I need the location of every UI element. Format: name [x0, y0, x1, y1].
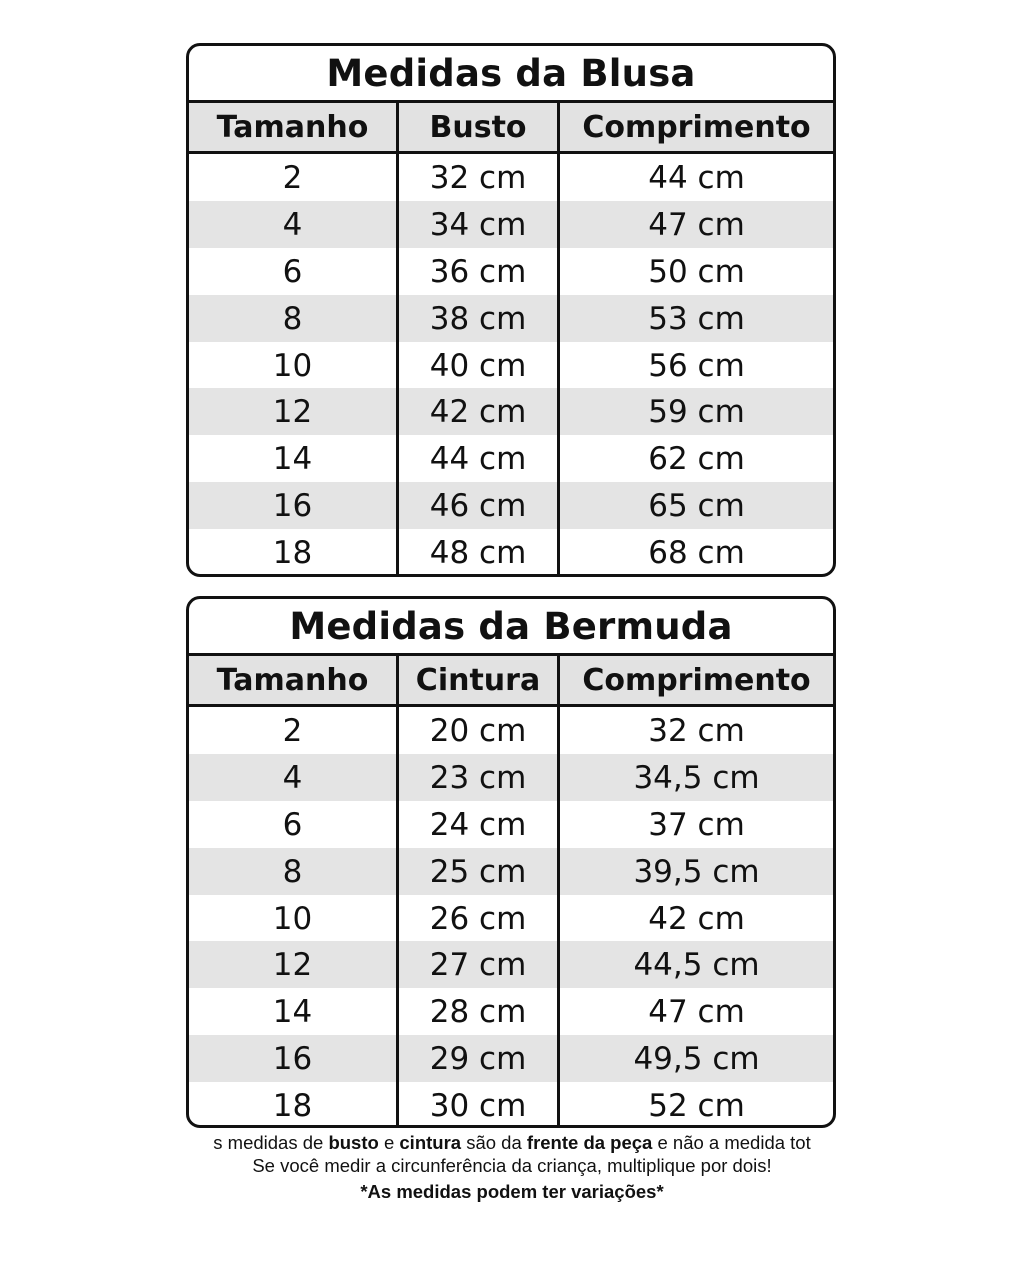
table-row [189, 342, 833, 389]
column-header: Tamanho [216, 110, 369, 145]
table-cell: 44,5 cm [557, 941, 833, 989]
table-cell: 32 cm [396, 154, 557, 202]
table-cell: 23 cm [396, 754, 557, 802]
note-emphasis: cintura [399, 1132, 462, 1153]
table-row [189, 388, 833, 435]
table-cell: 10 [272, 347, 313, 384]
table-cell: 39,5 cm [557, 848, 833, 896]
note-emphasis: busto [328, 1132, 379, 1153]
table-cell: 18 [272, 535, 313, 572]
bermuda-size-table [186, 596, 836, 1128]
table-row [189, 1035, 833, 1082]
table-cell: 10 [272, 900, 313, 937]
table-row [189, 707, 833, 754]
table-row [189, 1082, 833, 1128]
table-cell: 44 cm [557, 154, 833, 202]
note-text: são da [461, 1132, 527, 1153]
table-row [189, 248, 833, 295]
table-row [189, 988, 833, 1035]
table-cell: 6 [282, 806, 303, 843]
table-cell: 4 [282, 759, 303, 796]
table-cell: 62 cm [557, 435, 833, 483]
circumference-note: Se você medir a circunferência da criança, multiplique por dois! [252, 1155, 772, 1176]
table-cell: 18 [272, 1088, 313, 1125]
table-cell: 28 cm [396, 988, 557, 1036]
table-cell: 42 cm [396, 388, 557, 436]
blusa-header-row [189, 103, 833, 154]
table-cell: 12 [272, 947, 313, 984]
variation-disclaimer: *As medidas podem ter variações* [360, 1181, 664, 1202]
column-header: Comprimento [557, 103, 833, 153]
bermuda-header-row [189, 656, 833, 707]
table-cell: 8 [282, 853, 303, 890]
table-row [189, 754, 833, 801]
column-header: Tamanho [216, 663, 369, 698]
table-cell: 12 [272, 394, 313, 431]
table-row [189, 848, 833, 895]
table-row [189, 201, 833, 248]
table-cell: 6 [282, 253, 303, 290]
table-cell: 36 cm [396, 248, 557, 296]
note-emphasis: frente da peça [526, 1132, 653, 1153]
table-cell: 26 cm [396, 895, 557, 943]
table-cell: 14 [272, 994, 313, 1031]
table-cell: 34,5 cm [557, 754, 833, 802]
table-cell: 50 cm [557, 248, 833, 296]
table-cell: 47 cm [557, 988, 833, 1036]
column-header: Cintura [396, 656, 557, 706]
table-cell: 4 [282, 206, 303, 243]
table-cell: 42 cm [557, 895, 833, 943]
column-header: Comprimento [557, 656, 833, 706]
table-cell: 47 cm [557, 201, 833, 249]
table-cell: 16 [272, 488, 313, 525]
table-row [189, 295, 833, 342]
table-row [189, 529, 833, 576]
table-row [189, 435, 833, 482]
table-row [189, 895, 833, 942]
table-cell: 32 cm [557, 707, 833, 755]
blusa-table-body [189, 154, 833, 576]
table-cell: 48 cm [396, 529, 557, 577]
table-cell: 59 cm [557, 388, 833, 436]
table-cell: 65 cm [557, 482, 833, 530]
blusa-table-title: Medidas da Blusa [189, 46, 833, 103]
table-row [189, 801, 833, 848]
table-row [189, 482, 833, 529]
table-cell: 40 cm [396, 342, 557, 390]
note-text: e não a medida tot [652, 1132, 811, 1153]
table-cell: 2 [282, 160, 303, 196]
table-cell: 14 [272, 441, 313, 478]
table-row [189, 941, 833, 988]
bermuda-table-body [189, 707, 833, 1128]
table-cell: 8 [282, 300, 303, 337]
table-cell: 24 cm [396, 801, 557, 849]
table-cell: 52 cm [557, 1082, 833, 1128]
table-cell: 53 cm [557, 295, 833, 343]
table-cell: 30 cm [396, 1082, 557, 1128]
table-cell: 20 cm [396, 707, 557, 755]
table-cell: 29 cm [396, 1035, 557, 1083]
table-cell: 44 cm [396, 435, 557, 483]
table-cell: 34 cm [396, 201, 557, 249]
table-cell: 27 cm [396, 941, 557, 989]
bermuda-table-title: Medidas da Bermuda [189, 599, 833, 656]
table-row [189, 154, 833, 201]
note-text: s medidas de [213, 1132, 329, 1153]
note-text: e [378, 1132, 400, 1153]
table-cell: 56 cm [557, 342, 833, 390]
table-cell: 37 cm [557, 801, 833, 849]
table-cell: 68 cm [557, 529, 833, 577]
table-cell: 2 [282, 713, 303, 749]
measurement-note [150, 1132, 874, 1154]
table-cell: 46 cm [396, 482, 557, 530]
column-header: Busto [396, 103, 557, 153]
table-cell: 49,5 cm [557, 1035, 833, 1083]
table-cell: 38 cm [396, 295, 557, 343]
table-cell: 16 [272, 1041, 313, 1078]
blusa-size-table [186, 43, 836, 577]
table-cell: 25 cm [396, 848, 557, 896]
